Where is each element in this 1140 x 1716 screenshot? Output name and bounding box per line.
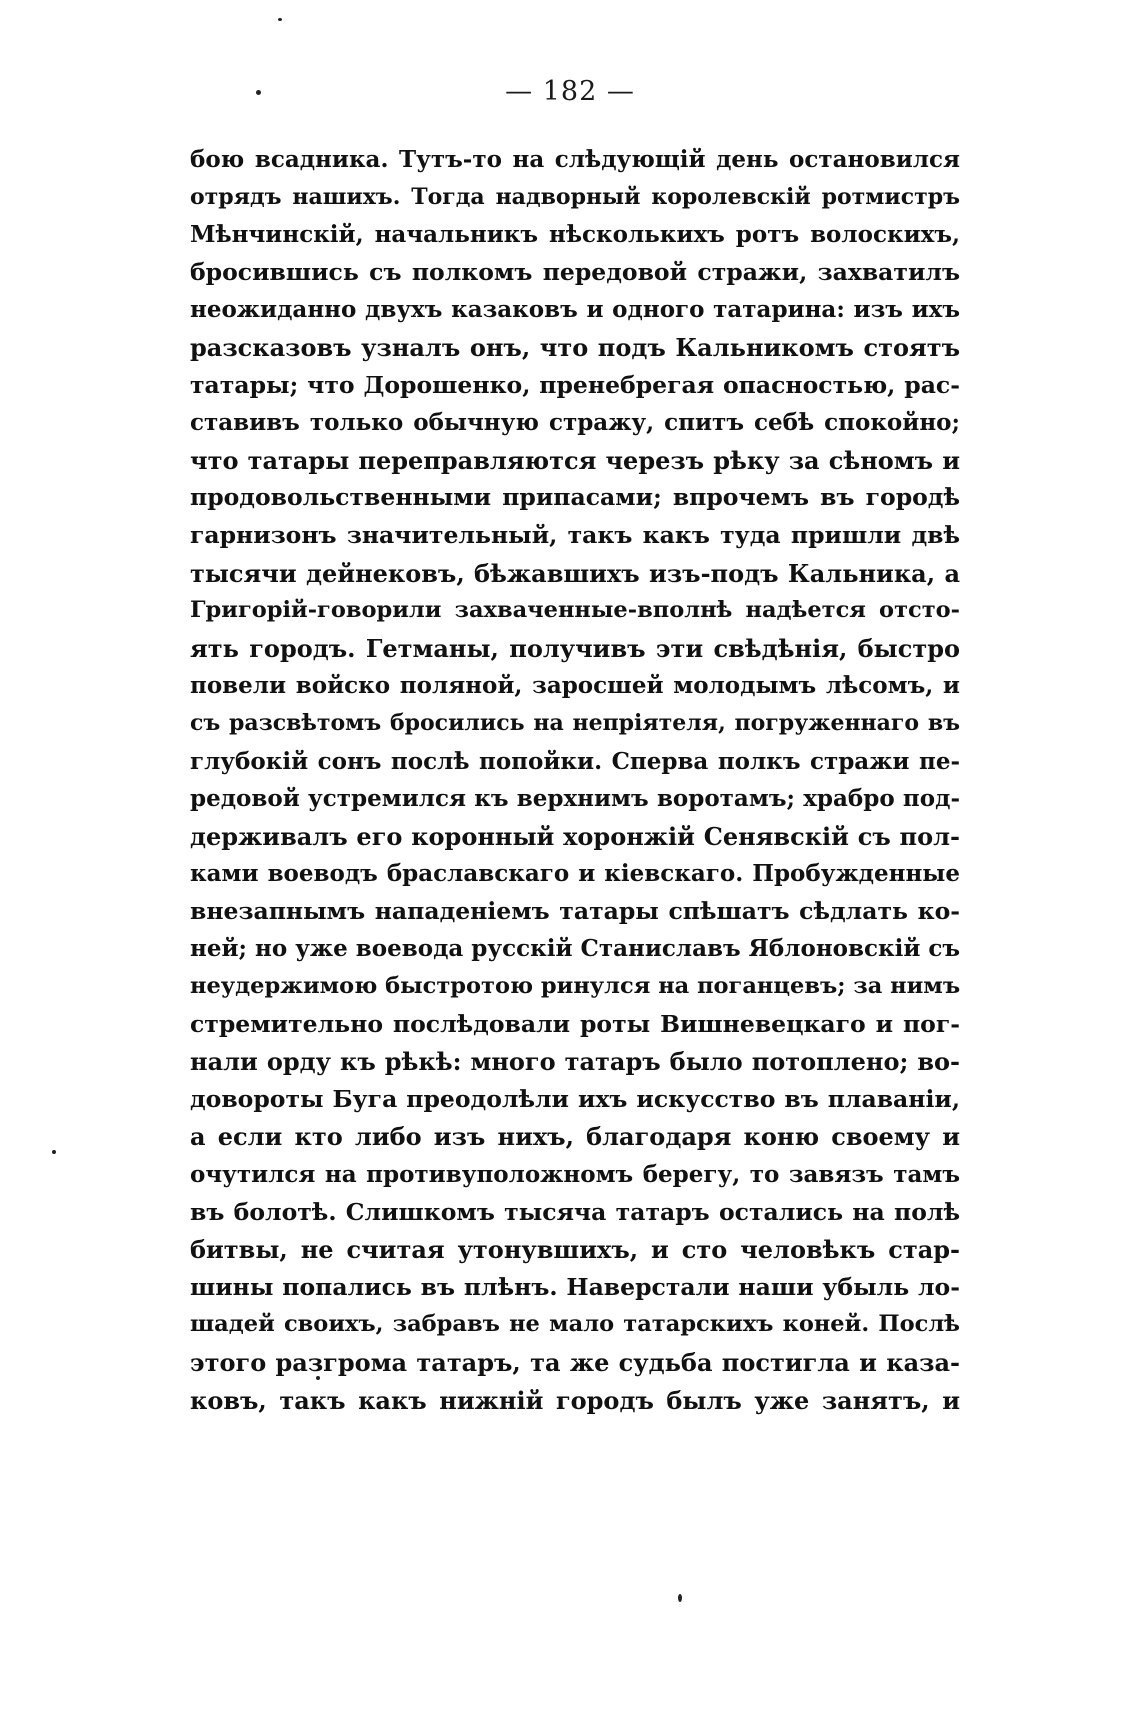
text-line: а если кто либо изъ нихъ, благодаря коню своему и xyxy=(190,1122,960,1152)
text-line: татары; что Дорошенко, пренебрегая опасностью, рас- xyxy=(190,370,960,399)
text-line: Мѣнчинскій, начальникъ нѣсколькихъ ротъ волоскихъ, xyxy=(190,221,960,249)
text-line: бросившись съ полкомъ передовой стражи, захватилъ xyxy=(190,257,960,286)
text-line: неожиданно двухъ казаковъ и одного татарина: изъ ихъ xyxy=(190,296,960,324)
text-line: очутился на противуположномъ берегу, то завязъ тамъ xyxy=(190,1161,960,1189)
text-line: повели войско поляной, заросшей молодымъ лѣсомъ, и xyxy=(190,672,960,700)
text-line: что татары переправляются черезъ рѣку за сѣномъ и xyxy=(190,445,960,475)
text-line: въ болотѣ. Слишкомъ тысяча татаръ остались на полѣ xyxy=(190,1197,960,1226)
text-line: ней; но уже воевода русскій Станиславъ Яблоновскій съ xyxy=(190,935,961,963)
text-line: ять городъ. Гетманы, получивъ эти свѣдѣнія, быстро xyxy=(190,633,960,663)
text-line: редовой устремился къ верхнимъ воротамъ; храбро под- xyxy=(190,785,960,813)
body-text xyxy=(190,141,960,1419)
page-number: — 182 — xyxy=(505,76,635,107)
text-line: тысячи дейнековъ, бѣжавшихъ изъ-подъ Кальника, а xyxy=(190,558,960,588)
text-line: продовольственными припасами; впрочемъ въ городѣ xyxy=(190,483,960,512)
text-line: битвы, не считая утонувшихъ, и сто человѣкъ стар- xyxy=(190,1235,960,1265)
text-line: разсказовъ узналъ онъ, что подъ Кальникомъ стоятъ xyxy=(190,332,960,362)
text-line: глубокій сонъ послѣ попойки. Сперва полкъ стражи пе- xyxy=(190,747,960,775)
text-line: шадей своихъ, забравъ не мало татарскихъ коней. Послѣ xyxy=(190,1311,960,1338)
text-line: нали орду къ рѣкѣ: много татаръ было потоплено; во- xyxy=(190,1047,960,1077)
text-line: неудержимою быстротою ринулся на поганцевъ; за нимъ xyxy=(190,973,961,1000)
text-line: съ разсвѣтомъ бросились на непріятеля, погруженнаго въ xyxy=(190,709,960,736)
text-line: бою всадника. Тутъ-то на слѣдующій день остановился xyxy=(190,146,960,173)
text-line: ковъ, такъ какъ нижній городъ былъ уже занятъ, и xyxy=(190,1385,960,1415)
text-line: отрядъ нашихъ. Тогда надворный королевскій ротмистръ xyxy=(190,183,960,210)
text-line: ками воеводъ браславскаго и кіевскаго. Пробужденные xyxy=(190,860,960,888)
ink-speck xyxy=(52,1150,56,1154)
ink-speck xyxy=(678,1594,682,1602)
text-line: ставивъ только обычную стражу, спитъ себѣ спокойно; xyxy=(190,409,960,437)
text-line: внезапнымъ нападеніемъ татары спѣшатъ сѣдлать ко- xyxy=(190,896,960,925)
text-line: довороты Буга преодолѣли ихъ искусство въ плаваніи, xyxy=(190,1084,960,1113)
ink-speck xyxy=(278,18,282,21)
text-line: стремительно послѣдовали роты Вишневецкаго и пог- xyxy=(190,1009,960,1038)
text-line: Григорій-говорили захваченные-вполнѣ надѣется отсто- xyxy=(190,597,960,624)
text-line: гарнизонъ значительный, такъ какъ туда пришли двѣ xyxy=(190,520,960,549)
text-line: шины попались въ плѣнъ. Наверстали наши убыль ло- xyxy=(190,1272,960,1301)
text-line: этого разгрома татаръ, та же судьба постигла и каза- xyxy=(190,1348,960,1377)
text-line: держивалъ его коронный хоронжій Сенявскій съ пол- xyxy=(190,821,960,851)
